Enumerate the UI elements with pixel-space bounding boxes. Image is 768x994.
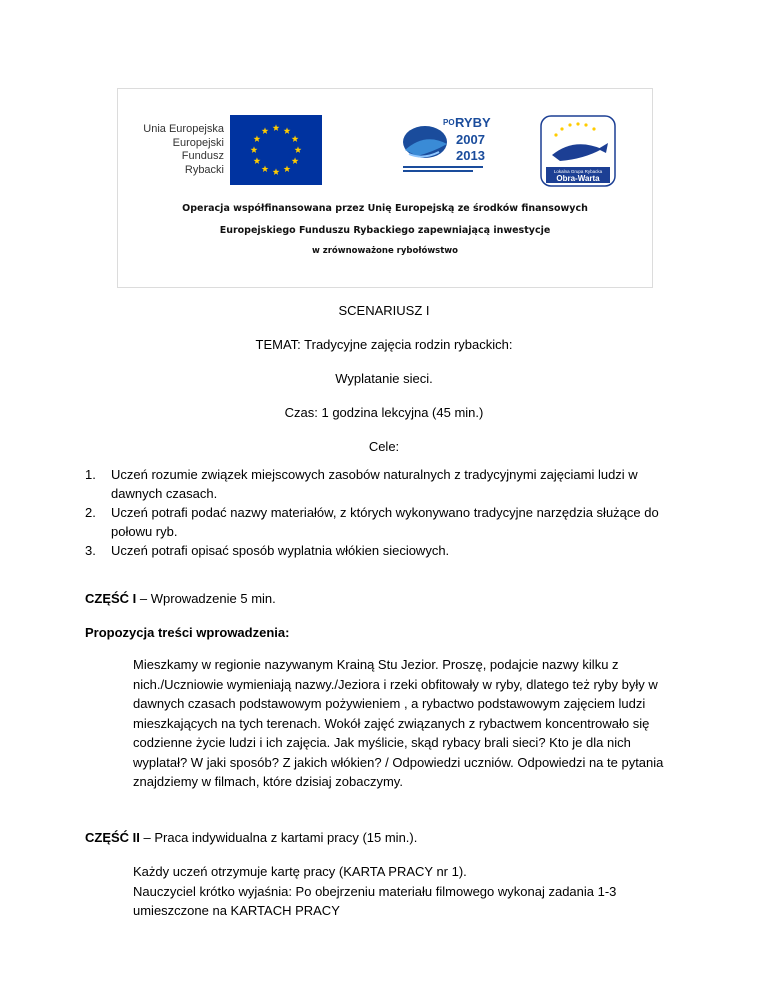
lgr-logo — [540, 115, 616, 187]
topic: TEMAT: Tradycyjne zajęcia rodzin rybackich: — [255, 337, 513, 352]
part1-heading — [85, 591, 276, 606]
goal-text: Uczeń potrafi opisać sposób wyplatnia włókien sieciowych. — [111, 543, 450, 558]
eu-text-line: Unia Europejska — [143, 123, 224, 135]
lgr-line1: Lokalna Grupa Rybacka — [553, 169, 603, 174]
poryby-ryby-text: RYBY — [455, 115, 491, 130]
part2-line-2: Nauczyciel krótko wyjaśnia: Po obejrzeniu materiału filmowego wykonaj zadania 1-3 umieszczone na KARTACH PRACY — [133, 883, 617, 918]
eu-fund-text — [142, 123, 224, 177]
subtopic: Wyplatanie sieci. — [335, 371, 433, 386]
poryby-year-start: 2007 — [456, 132, 485, 147]
lesson-time: Czas: 1 godzina lekcyjna (45 min.) — [284, 405, 484, 420]
poryby-year-end: 2013 — [456, 148, 485, 163]
goal-text: Uczeń potrafi podać nazwy materiałów, z których wykonywano tradycyjne narzędzia służące do połowu ryb. — [111, 505, 659, 539]
intro-paragraph: Mieszkamy w regionie nazywanym Krainą Stu Jezior. Proszę, podajcie nazwy kilku z nich./Uczniowie wymieniają nazwy./Jeziora i rzeki obfitowały w ryby, dlatego też ryby były w dawnych czasach podstawowym pożywieniem , a rybactwo podstawowym zajęciem ludzi mieszkających na tych terenach. Wokół zajęć związanych z rybactwem koncentrowało się codzienne życie ludzi i ich zajęcia. Jak myślicie, skąd rybacy brali sieci? Kto je dla nich wyplatał? W jaki sposób? Z jakich włókien? / Odpowiedzi uczniów. Odpowiedzi na te pytania znajdziemy w filmach, które dzisiaj zobaczymy. — [133, 657, 664, 789]
intro-heading — [85, 625, 289, 640]
list-item — [85, 503, 685, 541]
poryby-po-text: PO — [443, 118, 455, 127]
lgr-line2: Obra-Warta — [556, 174, 600, 183]
part1-label: CZĘŚĆ I — [85, 591, 137, 606]
eu-flag-icon — [230, 115, 322, 185]
goal-number: 1. — [85, 467, 96, 482]
scenario-title: SCENARIUSZ I — [338, 303, 430, 318]
part2-label: CZĘŚĆ II — [85, 830, 140, 845]
part1-rest: – Wprowadzenie 5 min. — [136, 591, 276, 606]
part2-heading — [85, 830, 417, 845]
eu-text-line: Rybacki — [184, 163, 224, 176]
goal-number: 3. — [85, 543, 96, 558]
eu-text-line: Europejski — [172, 136, 224, 149]
intro-heading-text: Propozycja treści wprowadzenia: — [85, 625, 290, 640]
list-item — [85, 541, 685, 560]
eu-text-line: Fundusz — [181, 150, 224, 162]
operation-line-1: Operacja współfinansowana przez Unię Europejską ze środków finansowych — [182, 203, 588, 214]
part2-paragraph — [133, 862, 678, 921]
list-item — [85, 465, 685, 503]
goals-list — [85, 465, 685, 560]
operation-line-3: w zrównoważone rybołówstwo — [311, 246, 458, 256]
goal-number: 2. — [85, 505, 96, 520]
goals-heading: Cele: — [368, 439, 400, 454]
operation-line-2: Europejskiego Funduszu Rybackiego zapewniającą inwestycje — [219, 225, 551, 236]
poryby-logo — [393, 112, 493, 182]
goal-text: Uczeń rozumie związek miejscowych zasobów naturalnych z tradycyjnymi zajęciami ludzi w dawnych czasach. — [111, 467, 638, 501]
part2-line-1: Każdy uczeń otrzymuje kartę pracy (KARTA PRACY nr 1). — [133, 864, 467, 879]
part2-rest: – Praca indywidualna z kartami pracy (15 min.). — [139, 830, 418, 845]
